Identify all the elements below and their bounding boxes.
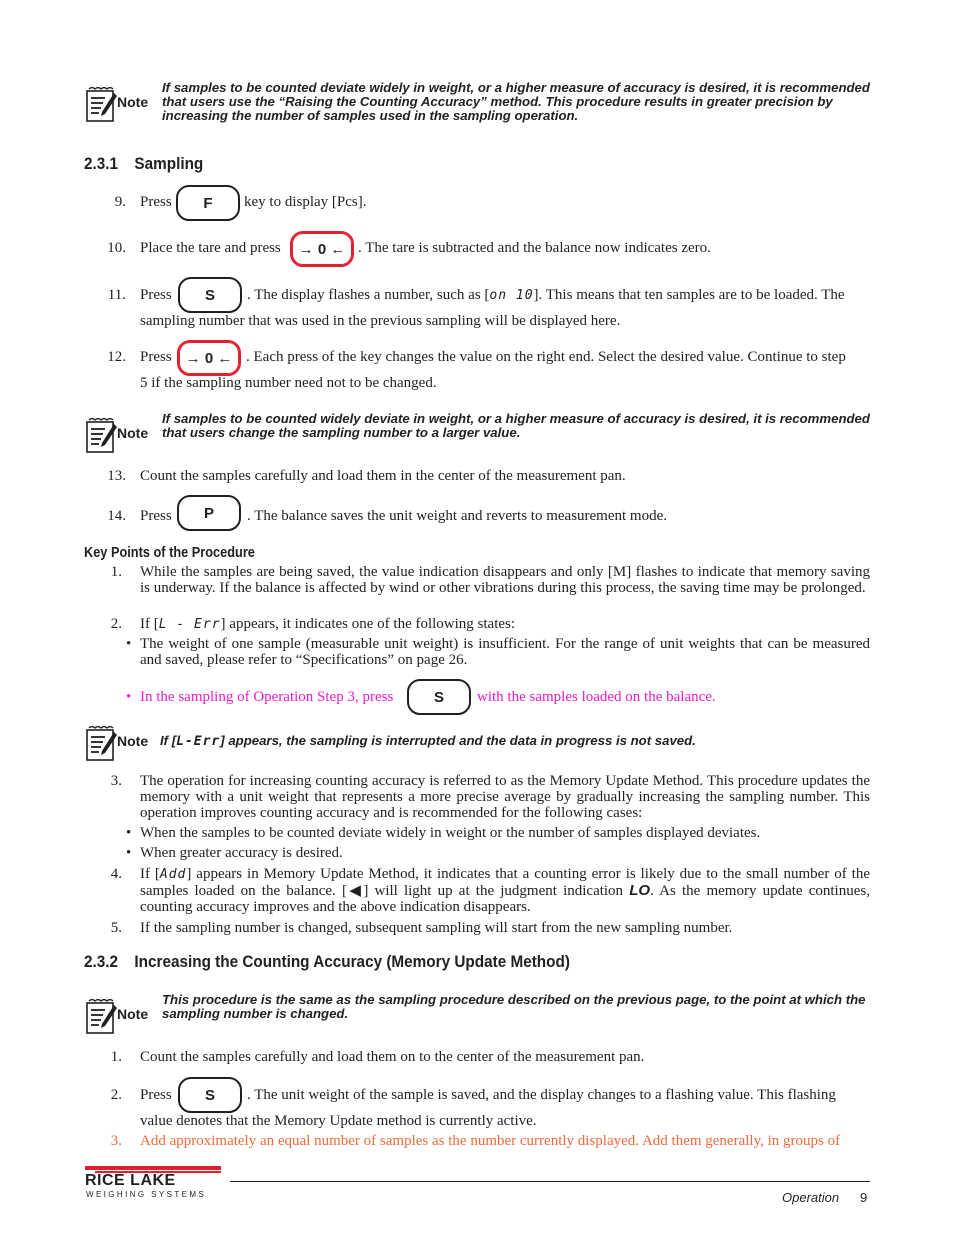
list-item: While the samples are being saved, the value indication disappears and only [M] flashes to indicate that memory saving is underway. If the balance is affected by wind or other vibrations during this process, the saving time may be prolonged.: [140, 564, 870, 596]
step-number: 13.: [107, 468, 126, 484]
list-item: If the sampling number is changed, subsequent sampling will start from the new sampling number.: [140, 920, 733, 936]
note-label: Note: [117, 425, 149, 441]
section-heading: 2.3.1 Sampling: [84, 154, 204, 173]
step-text: 5 if the sampling number need not to be changed.: [140, 375, 437, 391]
p-key-icon: P: [177, 495, 241, 531]
zero-key-icon: → 0 ←: [177, 340, 241, 376]
bullet-icon: •: [126, 689, 132, 705]
step-text: . The unit weight of the sample is saved, and the display changes to a flashing value. This flashing: [247, 1087, 836, 1103]
note-text: If samples to be counted widely deviate in weight, or a higher measure of accuracy is desired, it is recommended that users change the sampling number to a larger value.: [162, 411, 870, 440]
list-number: 4.: [110, 866, 122, 882]
step-text: . The display flashes a number, such as [on 10]. This means that ten samples are to be loaded. The: [247, 287, 845, 303]
subsection-heading: Key Points of the Procedure: [84, 545, 255, 561]
step-text: . Each press of the key changes the value on the right end. Select the desired value. Continue to step: [246, 349, 846, 365]
step-text: Place the tare and press: [140, 240, 281, 256]
rice-lake-logo: RICE LAKE WEIGHING SYSTEMS: [85, 1166, 221, 1200]
step-text: Press: [140, 508, 172, 524]
list-item: When greater accuracy is desired.: [140, 845, 343, 861]
f-key-icon: F: [176, 185, 240, 221]
step-text: . The tare is subtracted and the balance now indicates zero.: [358, 240, 711, 256]
step-text: Count the samples carefully and load them in the center of the measurement pan.: [140, 468, 626, 484]
note-icon: [85, 85, 155, 125]
step-number: 1.: [110, 1049, 122, 1065]
step-text: Press: [140, 349, 172, 365]
note-text: This procedure is the same as the sampling procedure described on the previous page, to the point at which the sampling number is changed.: [162, 992, 866, 1021]
step-number: 3.: [110, 1133, 122, 1149]
step-number: 12.: [107, 349, 126, 365]
step-text: value denotes that the Memory Update method is currently active.: [140, 1113, 537, 1129]
list-item: When the samples to be counted deviate widely in weight or the number of samples displayed deviates.: [140, 825, 761, 841]
step-text: Press: [140, 1087, 172, 1103]
step-text: key to display [Pcs].: [244, 194, 367, 210]
list-item: In the sampling of Operation Step 3, press: [140, 689, 394, 705]
list-number: 1.: [110, 564, 122, 580]
bullet-icon: •: [126, 825, 132, 841]
bullet-icon: •: [126, 636, 132, 652]
step-number: 10.: [107, 240, 126, 256]
note-icon: [85, 724, 155, 764]
note-icon: [85, 416, 155, 456]
list-item: The weight of one sample (measurable unit weight) is insufficient. For the range of unit weights that can be measured and saved, please refer to “Specifications” on page 26.: [140, 636, 870, 668]
step-number: 14.: [107, 508, 126, 524]
list-item: with the samples loaded on the balance.: [477, 689, 716, 705]
note-label: Note: [117, 733, 149, 749]
list-number: 2.: [110, 616, 122, 632]
step-text: Count the samples carefully and load them on to the center of the measurement pan.: [140, 1049, 645, 1065]
step-text: Press: [140, 287, 172, 303]
bullet-icon: •: [126, 845, 132, 861]
list-item: The operation for increasing counting accuracy is referred to as the Memory Update Method. This procedure updates the memory with a unit weight that represents a more precise average by gradually increasing the sampling number. This operation improves counting accuracy and is recommended for the following cases:: [140, 773, 870, 821]
step-number: 2.: [110, 1087, 122, 1103]
step-text: . The balance saves the unit weight and reverts to measurement mode.: [247, 508, 667, 524]
note-label: Note: [117, 94, 149, 110]
step-text: Add approximately an equal number of samples as the number currently displayed. Add them generally, in groups of: [140, 1133, 841, 1149]
s-key-icon: S: [407, 679, 471, 715]
list-item: If [Add] appears in Memory Update Method, it indicates that a counting error is likely due to the small number of the samples loaded on the balance. [◀] will light up at the judgment indication LO. As the memory update continues, counting accuracy improves and the above indication disappears.: [140, 866, 870, 915]
page-number: 9: [860, 1190, 868, 1205]
zero-key-icon: → 0 ←: [290, 231, 354, 267]
list-number: 3.: [110, 773, 122, 789]
footer-rule: [230, 1181, 870, 1182]
note-text: If [L-Err] appears, the sampling is interrupted and the data in progress is not saved.: [160, 733, 696, 749]
list-number: 5.: [110, 920, 122, 936]
s-key-icon: S: [178, 277, 242, 313]
section-heading: 2.3.2 Increasing the Counting Accuracy (Memory Update Method): [84, 952, 570, 971]
note-icon: [85, 997, 155, 1037]
note-label: Note: [117, 1006, 149, 1022]
step-text: Press: [140, 194, 172, 210]
footer-section: Operation: [782, 1190, 840, 1205]
note-text: If samples to be counted deviate widely in weight, or a higher measure of accuracy is desired, it is recommended that users use the “Raising the Counting Accuracy” method. This procedure results in greater precision by increasing the number of samples used in the sampling operation.: [162, 80, 870, 123]
list-item: If [L - Err] appears, it indicates one of the following states:: [140, 616, 516, 632]
step-number: 11.: [107, 287, 126, 303]
step-number: 9.: [114, 194, 126, 210]
step-text: sampling number that was used in the previous sampling will be displayed here.: [140, 313, 621, 329]
s-key-icon: S: [178, 1077, 242, 1113]
